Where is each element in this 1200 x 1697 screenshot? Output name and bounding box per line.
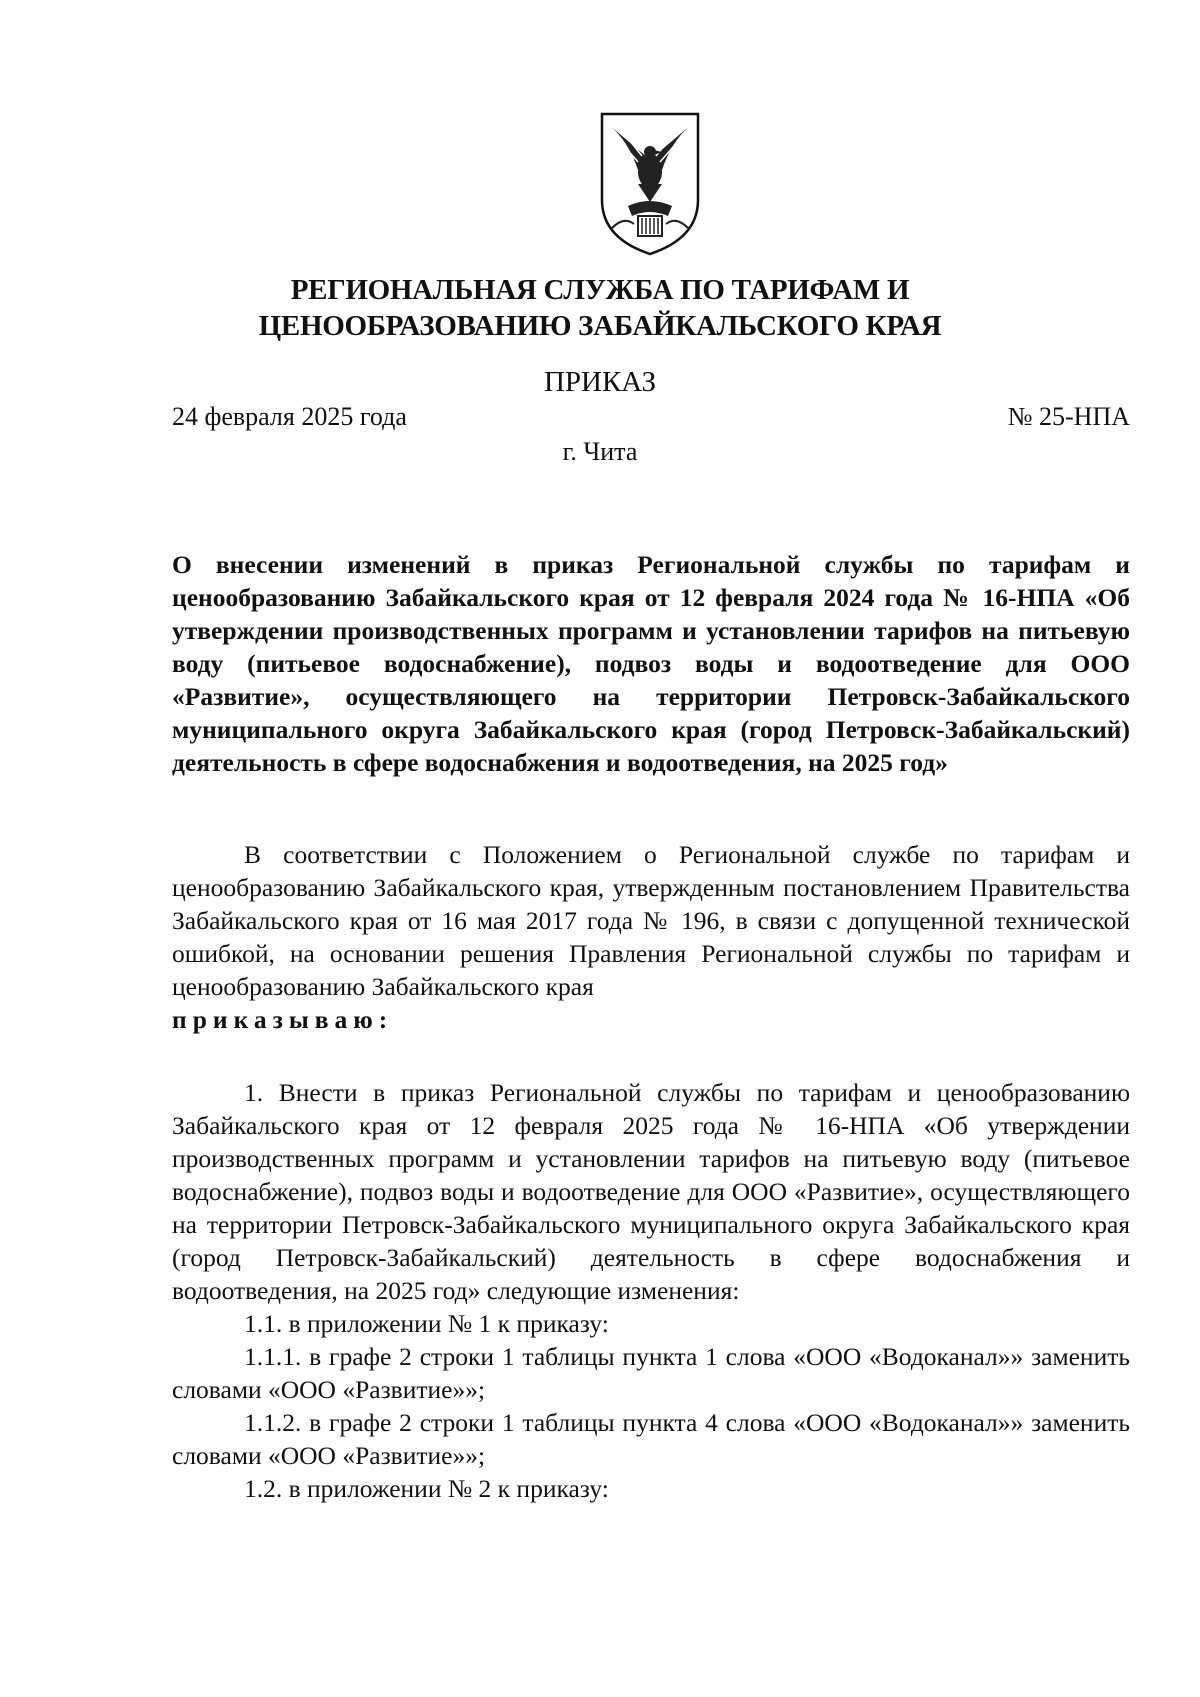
order-item-1-1-1: 1.1.1. в графе 2 строки 1 таблицы пункта 1 слова «ООО «Водоканал»» заменить словами «ООО «Развитие»»; — [172, 1342, 1130, 1404]
preamble — [172, 838, 1130, 1036]
document-date: 24 февраля 2025 года — [172, 402, 407, 431]
order-item-1-1-2: 1.1.2. в графе 2 строки 1 таблицы пункта 4 слова «ООО «Водоканал»» заменить словами «ООО «Развитие»»; — [172, 1408, 1130, 1470]
document-title: О внесении изменений в приказ Региональной службы по тарифам и ценообразованию Забайкальского края от 12 февраля 2024 года № 16-НПА «Об утверждении производственных программ и установлении тарифов на питьевую воду (питьевое водоснабжение), подвоз воды и водоотведение для ООО «Развитие», осуществляющего на территории Петровск-Забайкальского муниципального округа Забайкальского края (город Петровск-Забайкальский) деятельность в сфере водоснабжения и водоотведения, на 2025 год» — [172, 550, 1130, 777]
order-item-1-1: 1.1. в приложении № 1 к приказу: — [244, 1309, 609, 1338]
organization-title-line1: РЕГИОНАЛЬНАЯ СЛУЖБА ПО ТАРИФАМ И — [290, 274, 910, 306]
preamble-text: В соответствии с Положением о Региональной службе по тарифам и ценообразованию Забайкальского края, утвержденным постановлением Правительства Забайкальского края от 16 мая 2017 года № 196, в связи с допущенной технической ошибкой, на основании решения Правления Региональной службы по тарифам и ценообразованию Забайкальского края приказываю: — [172, 840, 1130, 1034]
document-number: № 25-НПА — [1007, 402, 1130, 431]
document-type: ПРИКАЗ — [543, 366, 657, 398]
document-city: г. Чита — [562, 437, 638, 466]
coat-of-arms-emblem — [598, 110, 702, 258]
order-item-1: 1. Внести в приказ Региональной службы по тарифам и ценообразованию Забайкальского края от 12 февраля 2025 года № 16-НПА «Об утверждении производственных программ и установлении тарифов на питьевую воду (питьевое водоснабжение), подвоз воды и водоотведение для ООО «Развитие», осуществляющего на территории Петровск-Забайкальского муниципального округа Забайкальского края (город Петровск-Забайкальский) деятельность в сфере водоснабжения и водоотведения, на 2025 год» следующие изменения: — [172, 1078, 1130, 1305]
organization-title-line2: ЦЕНООБРАЗОВАНИЮ ЗАБАЙКАЛЬСКОГО КРАЯ — [258, 310, 942, 342]
organization-title — [0, 272, 1200, 344]
order-word: приказываю: — [172, 1005, 394, 1034]
order-items — [172, 1076, 1130, 1505]
order-item-1-2: 1.2. в приложении № 2 к приказу: — [244, 1474, 609, 1503]
